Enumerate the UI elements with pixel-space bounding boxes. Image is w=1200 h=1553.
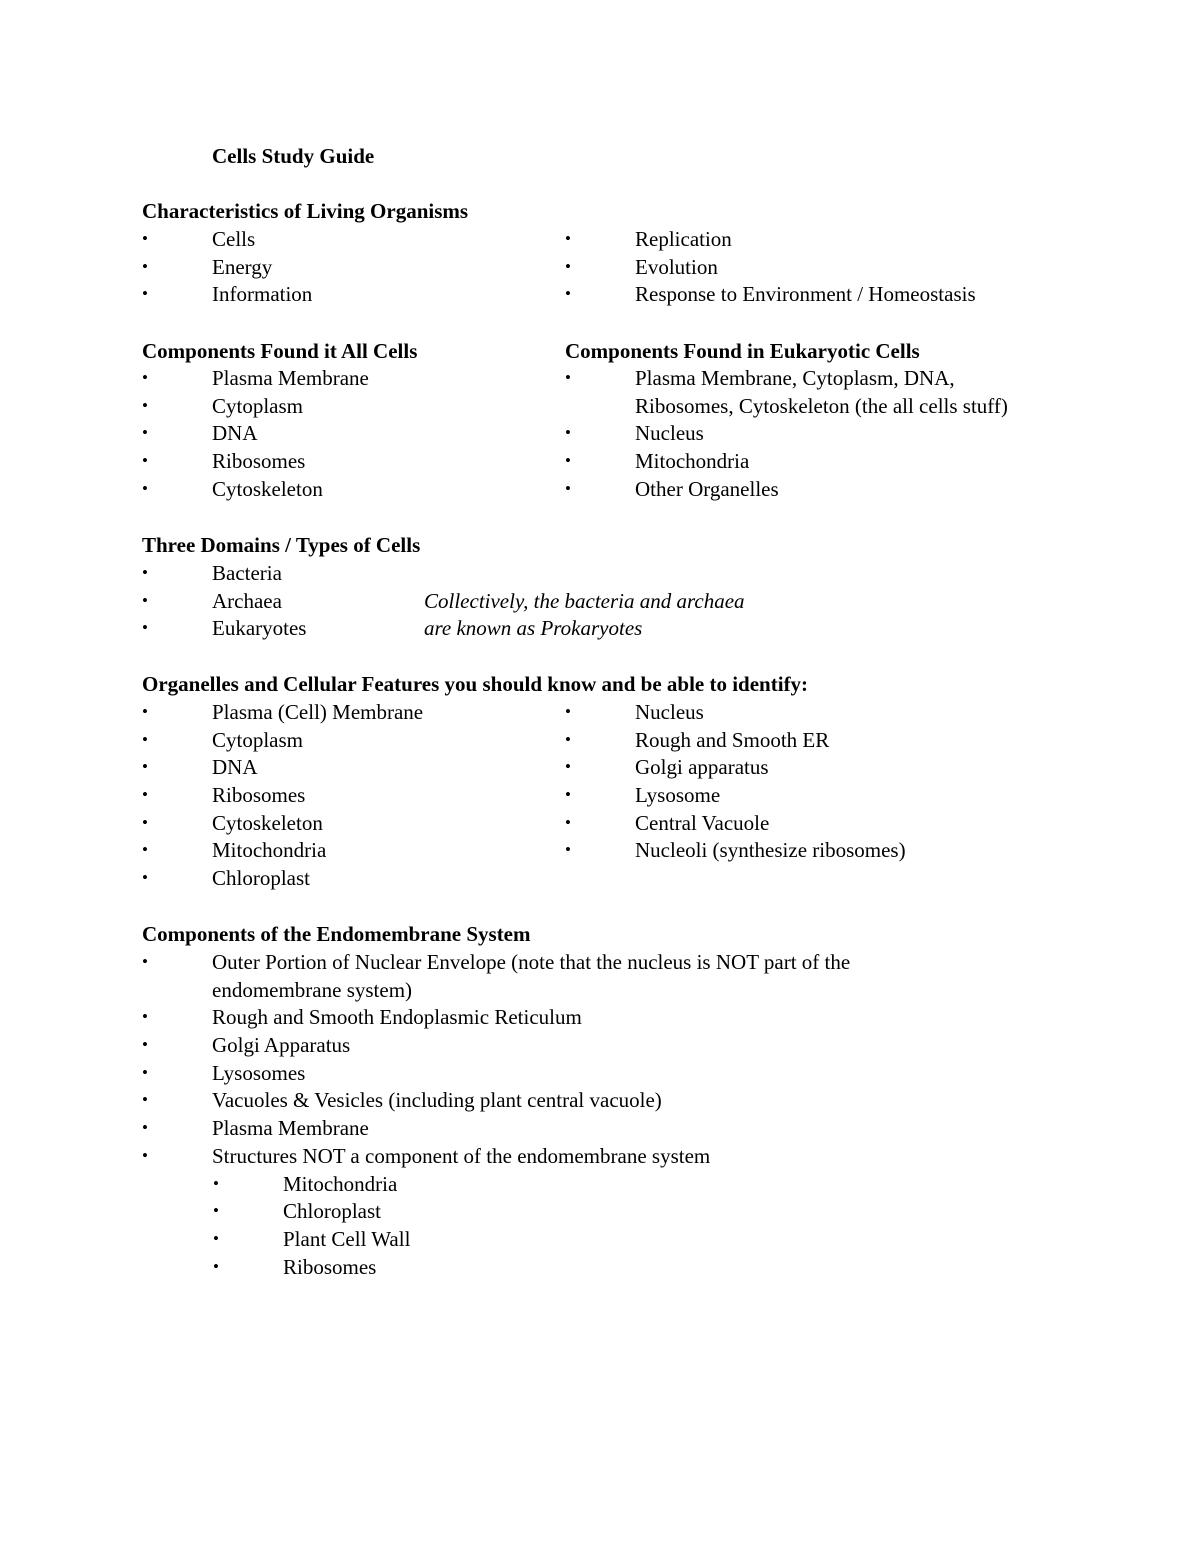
page-title: Cells Study Guide — [212, 144, 375, 168]
bullet: • — [142, 1035, 148, 1055]
list-item-text: Bacteria — [212, 561, 282, 585]
bullet: • — [142, 284, 148, 304]
bullet: • — [565, 702, 571, 721]
bullet: • — [565, 729, 571, 749]
list-item-text: Vacuoles & Vesicles (including plant central vacuole) — [212, 1088, 662, 1113]
list-item-text: Lysosome — [635, 783, 721, 808]
list-item-continuation: endomembrane system) — [212, 978, 413, 1002]
list-item-text: Replication — [635, 227, 732, 251]
bullet: • — [142, 229, 148, 248]
list-item-text: Plant Cell Wall — [283, 1226, 411, 1251]
list-item-text: Evolution — [635, 254, 718, 279]
list-item-text: Golgi Apparatus — [212, 1033, 351, 1058]
bullet: • — [142, 729, 148, 749]
bullet: • — [142, 702, 148, 721]
bullet: • — [565, 840, 571, 860]
all-cells-heading: Components Found it All Cells — [142, 339, 418, 363]
list-item-text: Cytoskeleton — [212, 476, 323, 501]
bullet: • — [565, 757, 571, 777]
list-item-text: Mitochondria — [283, 1171, 398, 1196]
list-item-text: Rough and Smooth Endoplasmic Reticulum — [212, 1005, 582, 1030]
bullet: • — [565, 478, 571, 498]
bullet: • — [565, 785, 571, 805]
eukaryotic-heading: Components Found in Eukaryotic Cells — [565, 339, 920, 363]
bullet: • — [565, 256, 571, 276]
list-item-text: Plasma Membrane, Cytoplasm, DNA, — [635, 366, 955, 390]
list-item-text: DNA — [212, 755, 258, 780]
list-item-text: Plasma (Cell) Membrane — [212, 700, 424, 724]
bullet: • — [142, 618, 148, 638]
bullet: • — [142, 812, 148, 832]
list-item-text: Other Organelles — [635, 476, 779, 501]
bullet: • — [142, 368, 148, 387]
bullet: • — [142, 451, 148, 471]
bullet: • — [565, 451, 571, 471]
bullet: • — [142, 395, 148, 415]
bullet: • — [565, 423, 571, 443]
bullet: • — [142, 563, 148, 582]
list-item-text: Archaea — [212, 588, 282, 613]
bullet: • — [213, 1228, 219, 1248]
list-item-text: Plasma Membrane — [212, 1116, 369, 1141]
bullet: • — [142, 840, 148, 860]
list-item-text: Golgi apparatus — [635, 755, 769, 780]
bullet: • — [142, 785, 148, 805]
bullet: • — [142, 423, 148, 443]
list-item-text: Cells — [212, 227, 256, 251]
bullet: • — [142, 1145, 148, 1165]
list-item-text: Ribosomes — [283, 1254, 377, 1279]
list-item-text: Mitochondria — [635, 449, 750, 474]
prokaryotes-note-line2: are known as Prokaryotes — [424, 616, 643, 640]
bullet: • — [142, 1090, 148, 1110]
list-item-text: Lysosomes — [212, 1060, 306, 1085]
domains-heading: Three Domains / Types of Cells — [142, 533, 421, 557]
list-item-text: Nucleus — [635, 421, 704, 446]
list-item-text: Nucleoli (synthesize ribosomes) — [635, 838, 906, 863]
list-item-text: Cytoplasm — [212, 393, 304, 418]
list-item-text: Nucleus — [635, 700, 704, 724]
list-item-text: Response to Environment / Homeostasis — [635, 282, 976, 307]
prokaryotes-note-line1: Collectively, the bacteria and archaea — [424, 589, 745, 613]
list-item-text: Rough and Smooth ER — [635, 727, 830, 752]
bullet: • — [142, 952, 148, 971]
characteristics-heading: Characteristics of Living Organisms — [142, 199, 469, 223]
bullet: • — [213, 1173, 219, 1193]
bullet: • — [142, 868, 148, 888]
bullet: • — [142, 1118, 148, 1138]
bullet: • — [565, 229, 571, 248]
list-item-text: Chloroplast — [212, 866, 310, 891]
list-item-text: Information — [212, 282, 313, 307]
bullet: • — [142, 590, 148, 610]
list-item-text: Chloroplast — [283, 1199, 381, 1224]
list-item-text: Energy — [212, 254, 273, 279]
bullet: • — [142, 757, 148, 777]
list-item-text: Central Vacuole — [635, 810, 770, 835]
bullet: • — [565, 284, 571, 304]
list-item-text: DNA — [212, 421, 258, 446]
list-item-text: Mitochondria — [212, 838, 327, 863]
list-item-text: Ribosomes — [212, 449, 306, 474]
endomembrane-heading: Components of the Endomembrane System — [142, 922, 531, 946]
list-item-text: Ribosomes — [212, 783, 306, 808]
list-item-text: Cytoskeleton — [212, 810, 323, 835]
bullet: • — [142, 256, 148, 276]
bullet: • — [213, 1201, 219, 1221]
bullet: • — [565, 368, 571, 387]
list-item-text: Structures NOT a component of the endomembrane system — [212, 1143, 711, 1168]
list-item-text: Cytoplasm — [212, 727, 304, 752]
bullet: • — [142, 1007, 148, 1027]
list-item-text: Plasma Membrane — [212, 366, 369, 390]
bullet: • — [142, 478, 148, 498]
list-item-continuation: Ribosomes, Cytoskeleton (the all cells stuff) — [635, 394, 1008, 418]
organelles-heading: Organelles and Cellular Features you should know and be able to identify: — [142, 672, 809, 696]
bullet: • — [142, 1062, 148, 1082]
list-item-text: Eukaryotes — [212, 616, 307, 641]
list-item-text: Outer Portion of Nuclear Envelope (note that the nucleus is NOT part of the — [212, 950, 851, 974]
bullet: • — [213, 1256, 219, 1276]
bullet: • — [565, 812, 571, 832]
